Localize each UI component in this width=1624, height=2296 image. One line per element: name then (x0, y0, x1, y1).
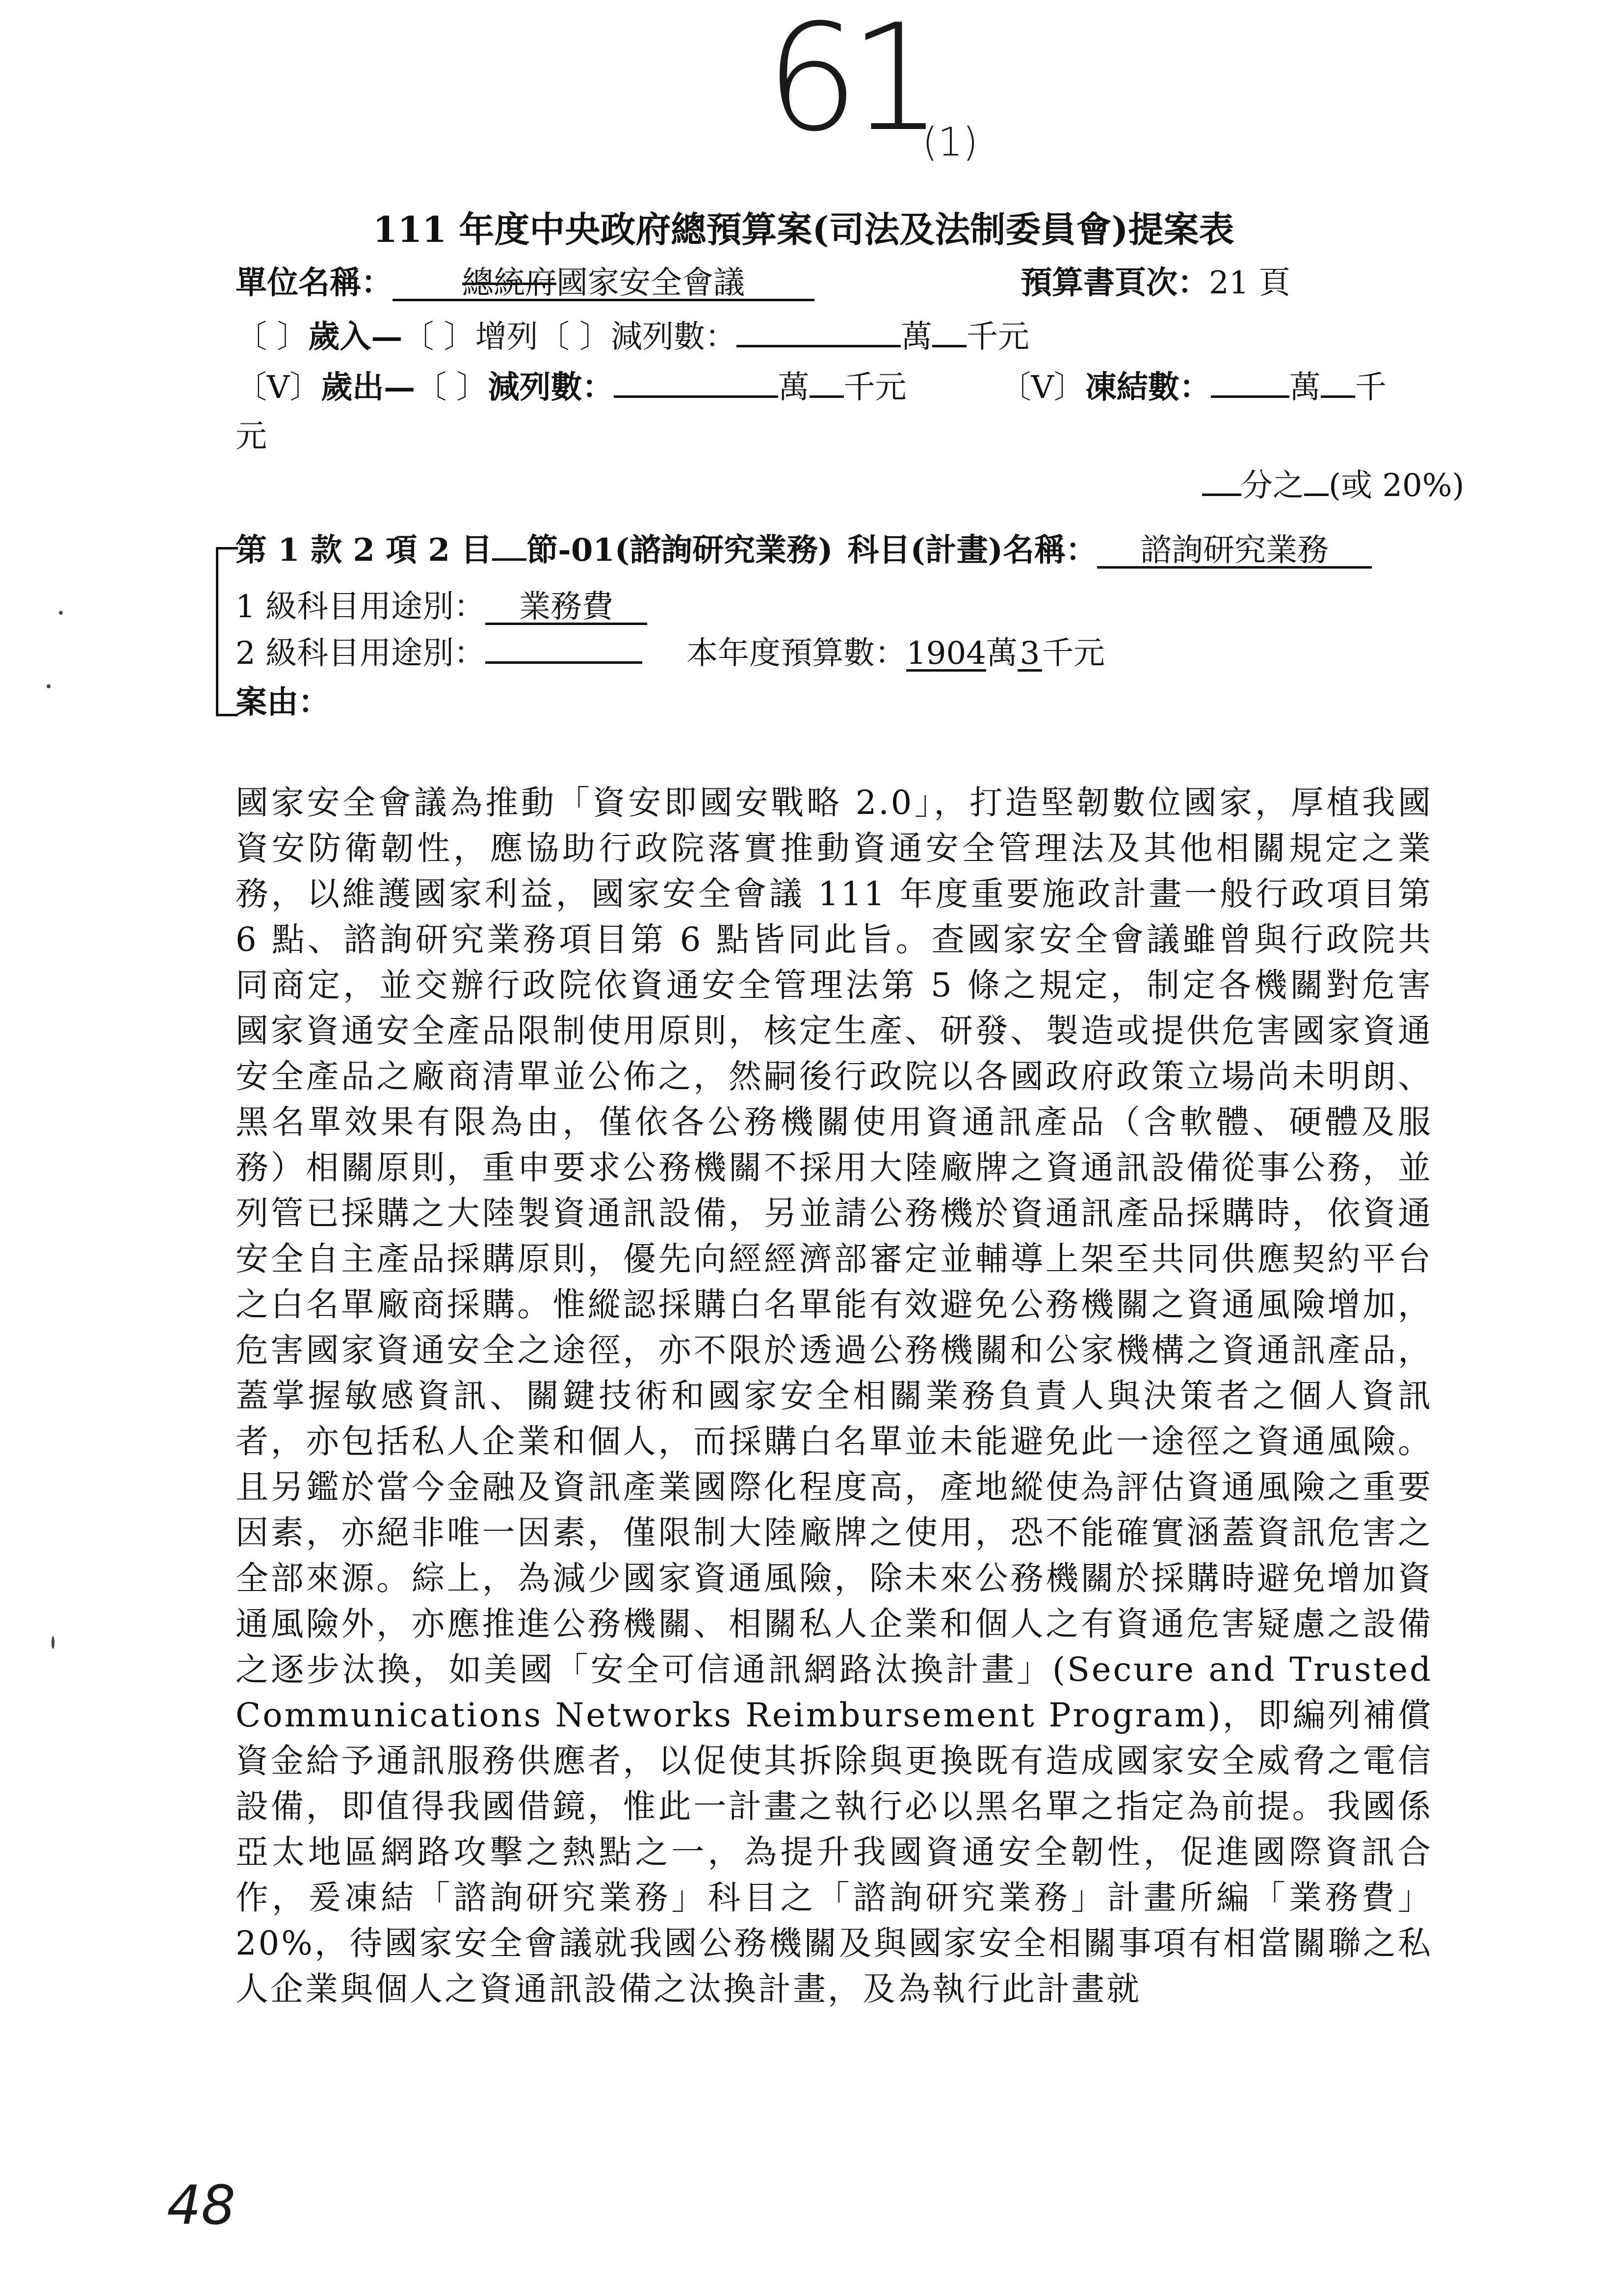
freeze-qian: 千 (1355, 369, 1387, 406)
level2-blank (485, 661, 642, 664)
freeze-checkbox: 〔V〕 (999, 369, 1085, 406)
budget-page-label: 預算書頁次： (1021, 264, 1209, 301)
reason-label: 案由： (236, 684, 330, 721)
current-budget-wan-value: 1904 (906, 635, 986, 672)
revenue-qian: 千元 (967, 319, 1030, 355)
item-subject-label: 科目(計畫)名稱： (847, 532, 1098, 569)
level2-label: 2 級科目用途別： (236, 635, 486, 672)
ratio-numerator-blank (1304, 494, 1329, 496)
revenue-row (236, 318, 1030, 355)
level1-label: 1 級科目用途別： (236, 589, 486, 625)
handwritten-page-sub: (1) (922, 119, 978, 165)
freeze-wan-blank (1211, 395, 1289, 398)
item-jie (526, 532, 833, 569)
freeze-qian-blank (1321, 395, 1355, 398)
expenditure-label: 歲出— (321, 369, 416, 406)
ratio-fen: 分之 (1241, 468, 1304, 504)
level2-row (236, 635, 1105, 672)
item-prefix: 第 1 款 2 項 2 目 (236, 532, 493, 569)
ratio-denominator-blank (1202, 494, 1241, 496)
freeze-label: 凍結數： (1085, 369, 1211, 406)
unit-name-struck: 總統府 (462, 265, 556, 301)
expenditure-wrap: 元 (236, 418, 267, 455)
expenditure-sub-checkbox: 〔 〕 (415, 369, 488, 406)
expenditure-wan-blank (614, 395, 778, 398)
item-bracket (216, 547, 238, 716)
scan-speck (59, 611, 63, 615)
budget-page-row (1021, 264, 1290, 301)
unit-name-row (236, 264, 814, 301)
unit-name-label: 單位名稱： (236, 264, 393, 301)
item-jie-blank (492, 558, 526, 561)
expenditure-qian: 千元 (843, 369, 907, 406)
proposal-body: 國家安全會議為推動「資安即國安戰略 2.0」，打造堅韌數位國家，厚植我國資安防衛韌性，應協助行政院落實推動資通安全管理法及其他相關規定之業務，以維護國家利益，國家安全會議 111 年度重要施政計畫一般行政項目第 6 點、諮詢研究業務項目第 6 點皆同此旨。查國家安全會議雖曾與行政院共同商定，並交辦行政院依資通安全管理法第 5 條之規定，制定各機關對危害國家資通安全產品限制使用原則，核定生產、研發、製造或提供危害國家資通安全產品之廠商清單並公佈之，然嗣後行政院以各國政府政策立場尚未明朗、黑名單效果有限為由，僅依各公務機關使用資通訊產品（含軟體、硬體及服務）相關原則，重申要求公務機關不採用大陸廠牌之資通訊設備從事公務，並列管已採購之大陸製資通訊設備，另並請公務機於資通訊產品採購時，依資通安全自主產品採購原則，優先向經經濟部審定並輔導上架至共同供應契約平台之白名單廠商採購。惟縱認採購白名單能有效避免公務機關之資通風險增加，危害國家資通安全之途徑，亦不限於透過公務機關和公家機構之資通訊產品，蓋掌握敏感資訊、關鍵技術和國家安全相關業務負責人與決策者之個人資訊者，亦包括私人企業和個人，而採購白名單並未能避免此一途徑之資通風險。且另鑑於當今金融及資訊產業國際化程度高，產地縱使為評估資通風險之重要因素，亦絕非唯一因素，僅限制大陸廠牌之使用，恐不能確實涵蓋資訊危害之全部來源。綜上，為減少國家資通風險，除未來公務機關於採購時避免增加資通風險外，亦應推進公務機關、相關私人企業和個人之有資通危害疑慮之設備之逐步汰換，如美國「安全可信通訊網路汰換計畫」(Secure and Trusted Communications Networks Reimbursement Program)，即編列補償資金給予通訊服務供應者，以促使其拆除與更換既有造成國家安全威脅之電信設備，即值得我國借鏡，惟此一計畫之執行必以黑名單之指定為前提。我國係亞太地區網路攻擊之熱點之一，為提升我國資通安全韌性，促進國際資訊合作，爰凍結「諮詢研究業務」科目之「諮詢研究業務」計畫所編「業務費」20%，待國家安全會議就我國公務機關及與國家安全相關事項有相當關聯之私人企業與個人之資通訊設備之汰換計畫，及為執行此計畫就 (236, 783, 1433, 2008)
revenue-add-checkbox: 〔 〕 (402, 319, 475, 355)
form-title: 111 年度中央政府總預算案(司法及法制委員會)提案表 (373, 209, 1234, 250)
handwritten-margin-number: 48 (167, 2174, 236, 2237)
level1-value: 業務費 (485, 591, 647, 625)
current-budget-label: 本年度預算數： (686, 635, 907, 672)
revenue-wan-blank (736, 345, 901, 347)
item-jie-text: 節-01(諮詢研究業務) (526, 532, 833, 569)
budget-item-row (236, 532, 1372, 569)
revenue-sub-checkbox: 〔 〕 (538, 319, 611, 355)
scan-speck (52, 1636, 54, 1649)
revenue-wan: 萬 (901, 319, 933, 355)
current-budget-qian-value: 3 (1018, 638, 1042, 672)
budget-page-value: 21 頁 (1209, 265, 1290, 301)
ratio-value: (或 20%) (1329, 468, 1465, 504)
current-budget-qian: 千元 (1042, 635, 1105, 672)
freeze-wan: 萬 (1289, 369, 1321, 406)
revenue-qian-blank (932, 345, 967, 347)
ratio-row (1202, 468, 1465, 504)
unit-name-field (393, 267, 814, 301)
expenditure-qian-blank (810, 395, 844, 398)
expenditure-row (236, 369, 1387, 406)
revenue-checkbox: 〔 〕 (236, 319, 309, 355)
unit-name-value: 國家安全會議 (556, 265, 745, 301)
handwritten-page-number: 61 (765, 0, 933, 164)
item-subject-value: 諮詢研究業務 (1097, 535, 1372, 569)
expenditure-sub-label: 減列數： (488, 369, 614, 406)
level1-row (236, 591, 647, 625)
expenditure-checkbox: 〔V〕 (236, 369, 321, 406)
revenue-add-label: 增列 (475, 319, 538, 355)
expenditure-wan: 萬 (778, 369, 810, 406)
revenue-sub-label: 減列數： (611, 319, 737, 355)
revenue-label: 歲入— (308, 318, 403, 355)
current-budget-wan: 萬 (986, 635, 1018, 672)
scan-speck (47, 684, 51, 688)
